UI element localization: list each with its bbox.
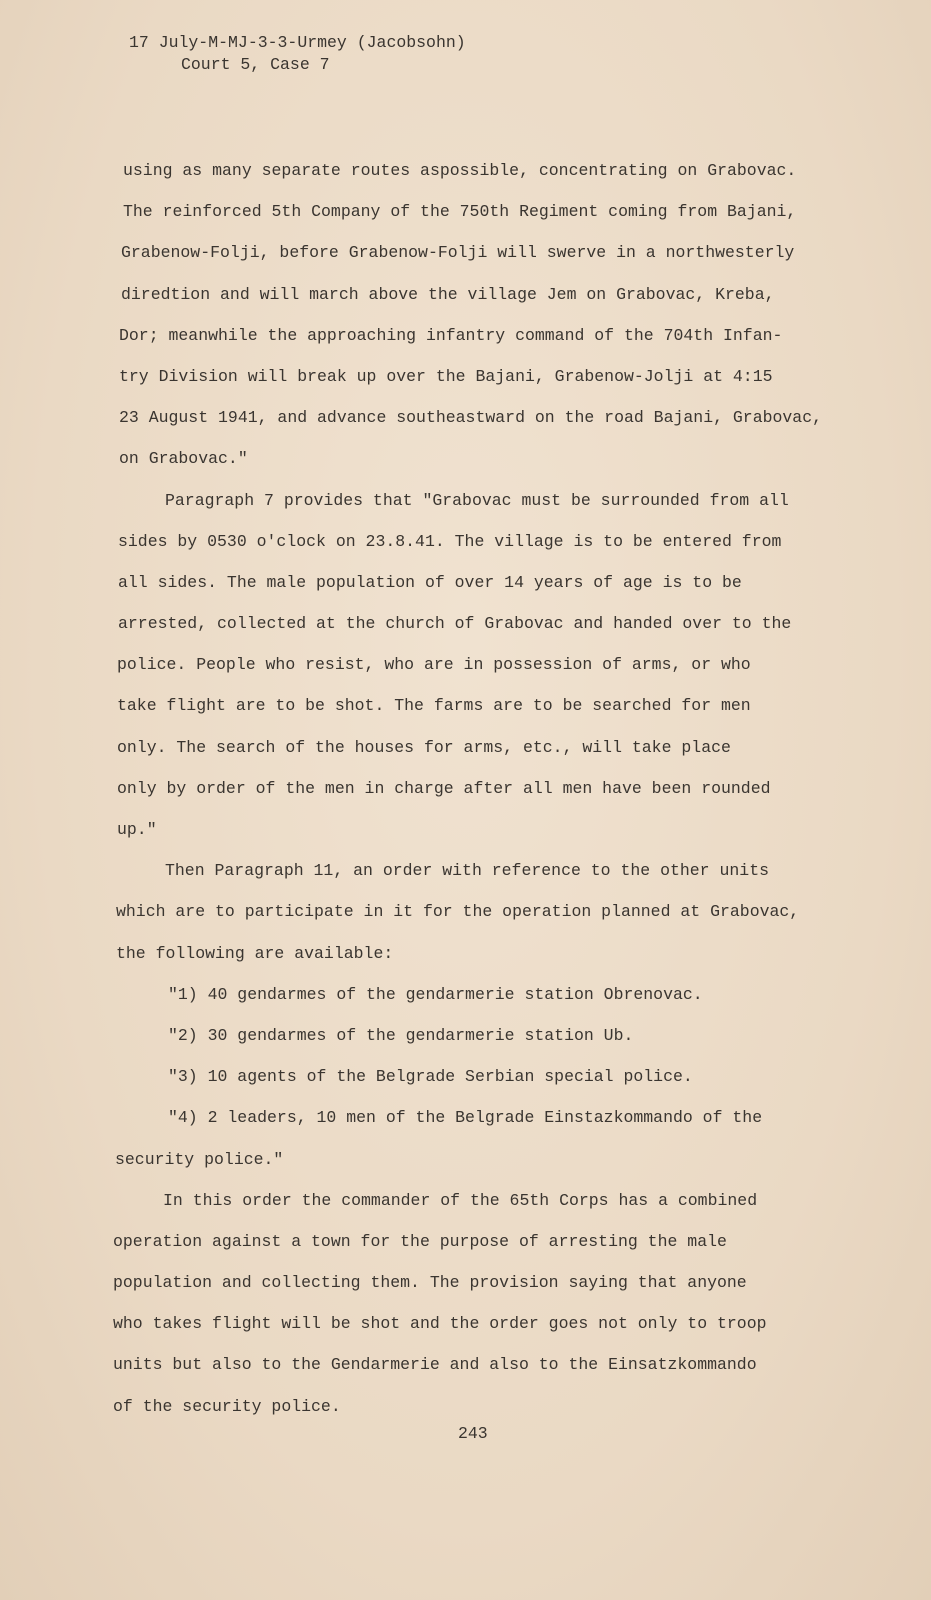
document-body — [113, 150, 853, 1427]
document-header — [129, 32, 466, 76]
body-line-17: up." — [117, 820, 157, 839]
body-line-8: on Grabovac." — [119, 449, 248, 469]
body-line-19: which are to participate in it for the operation planned at Grabovac, — [116, 902, 800, 922]
list-item-1: "1) 40 gendarmes of the gendarmerie station Obrenovac. — [168, 984, 703, 1004]
body-line-14: take flight are to be shot. The farms are to be searched for men — [117, 696, 751, 716]
body-line-20: the following are available: — [116, 943, 394, 963]
body-line-6: try Division will break up over the Bajani, Grabenow-Jolji at 4:15 — [119, 366, 773, 386]
list-item-4: "4) 2 leaders, 10 men of the Belgrade Einstazkommando of the — [168, 1108, 763, 1128]
list-item-3: "3) 10 agents of the Belgrade Serbian special police. — [168, 1067, 693, 1087]
body-line-29: who takes flight will be shot and the order goes not only to troop — [113, 1314, 767, 1334]
body-line-2: The reinforced 5th Company of the 750th Regiment coming from Bajani, — [123, 202, 797, 222]
body-line-12: arrested, collected at the church of Grabovac and handed over to the — [118, 614, 792, 634]
body-line-4: diredtion and will march above the village Jem on Grabovac, Kreba, — [121, 284, 775, 304]
body-line-28: population and collecting them. The provision saying that anyone — [113, 1273, 747, 1293]
body-line-30: units but also to the Gendarmerie and also to the Einsatzkommando — [113, 1355, 757, 1375]
body-line-3: Grabenow-Folji, before Grabenow-Folji will swerve in a northwesterly — [121, 243, 795, 263]
body-line-31: of the security police. — [113, 1396, 341, 1416]
body-line-25: security police." — [115, 1149, 284, 1169]
header-case-reference: 17 July-M-MJ-3-3-Urmey (Jacobsohn) — [129, 33, 466, 52]
body-line-10: sides by 0530 o'clock on 23.8.41. The village is to be entered from — [118, 531, 782, 551]
header-court-case: Court 5, Case 7 — [181, 55, 330, 74]
body-line-27: operation against a town for the purpose of arresting the male — [113, 1231, 727, 1251]
body-line-1: using as many separate routes aspossible, concentrating on Grabovac. — [123, 161, 797, 180]
body-line-5: Dor; meanwhile the approaching infantry command of the 704th Infan- — [119, 325, 783, 345]
body-line-13: police. People who resist, who are in possession of arms, or who — [117, 655, 751, 675]
body-line-7: 23 August 1941, and advance southeastward on the road Bajani, Grabovac, — [119, 408, 823, 428]
page-number: 243 — [458, 1424, 488, 1443]
paragraph-11-line-1: Then Paragraph 11, an order with reference to the other units — [165, 861, 769, 881]
body-line-15: only. The search of the houses for arms, etc., will take place — [117, 737, 731, 757]
body-line-11: all sides. The male population of over 14 years of age is to be — [118, 572, 742, 592]
list-item-2: "2) 30 gendarmes of the gendarmerie station Ub. — [168, 1025, 634, 1045]
paragraph-7-line-1: Paragraph 7 provides that "Grabovac must be surrounded from all — [165, 490, 789, 510]
body-line-16: only by order of the men in charge after all men have been rounded — [117, 778, 771, 798]
closing-paragraph-line-1: In this order the commander of the 65th Corps has a combined — [163, 1190, 758, 1210]
